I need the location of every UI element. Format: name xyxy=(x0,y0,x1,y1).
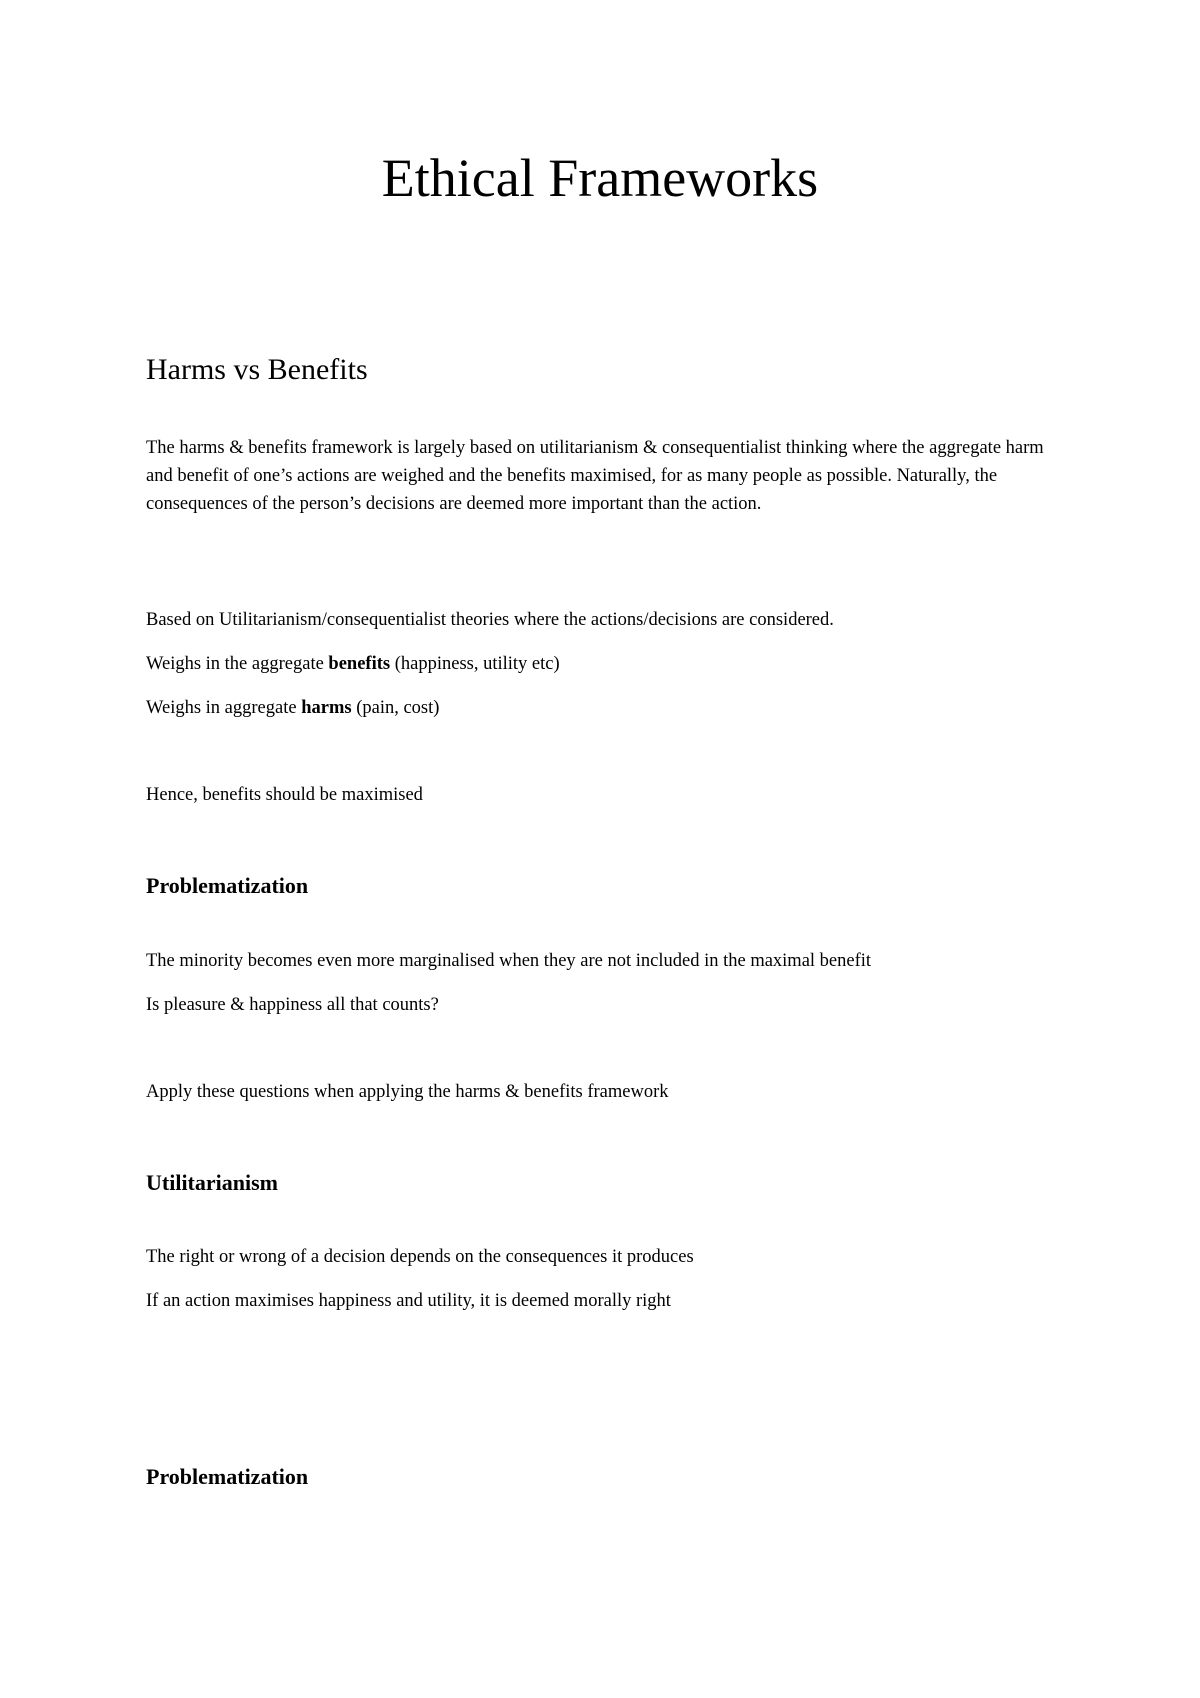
right-or-wrong-line: The right or wrong of a decision depends on the consequences it produces xyxy=(146,1247,694,1267)
section-heading-harms-vs-benefits: Harms vs Benefits xyxy=(146,353,368,386)
problematization-heading-2: Problematization xyxy=(146,1464,309,1489)
maximises-happiness-line: If an action maximises happiness and utility, it is deemed morally right xyxy=(146,1291,671,1311)
minority-marginalised-line: The minority becomes even more marginalised when they are not included in the maximal benefit xyxy=(146,951,872,971)
benefits-maximised-line: Hence, benefits should be maximised xyxy=(146,785,423,805)
weighs-harms-prefix: Weighs in aggregate xyxy=(146,698,302,718)
weighs-harms-line xyxy=(146,695,439,721)
apply-questions-line: Apply these questions when applying the harms & benefits framework xyxy=(146,1082,669,1102)
weighs-benefits-line xyxy=(146,651,560,677)
utilitarianism-heading: Utilitarianism xyxy=(146,1170,278,1195)
problematization-heading-1: Problematization xyxy=(146,873,309,898)
weighs-harms-suffix: (pain, cost) xyxy=(351,698,440,718)
document-title: Ethical Frameworks xyxy=(381,148,819,208)
benefits-bold: benefits xyxy=(328,654,391,674)
utilitarianism-basis-line: Based on Utilitarianism/consequentialist theories where the actions/decisions are considered. xyxy=(146,610,834,630)
harms-bold: harms xyxy=(301,698,352,718)
weighs-benefits-prefix: Weighs in the aggregate xyxy=(146,654,329,674)
harms-benefits-paragraph: The harms & benefits framework is largely based on utilitarianism & consequentialist thinking where the aggregate harm and benefit of one’s actions are weighed and the benefits maximised, for as many people as possible. Naturally, the consequences of the person’s decisions are deemed more important than the action. xyxy=(146,438,1044,514)
pleasure-happiness-line: Is pleasure & happiness all that counts? xyxy=(146,995,439,1015)
weighs-benefits-suffix: (happiness, utility etc) xyxy=(390,654,560,674)
